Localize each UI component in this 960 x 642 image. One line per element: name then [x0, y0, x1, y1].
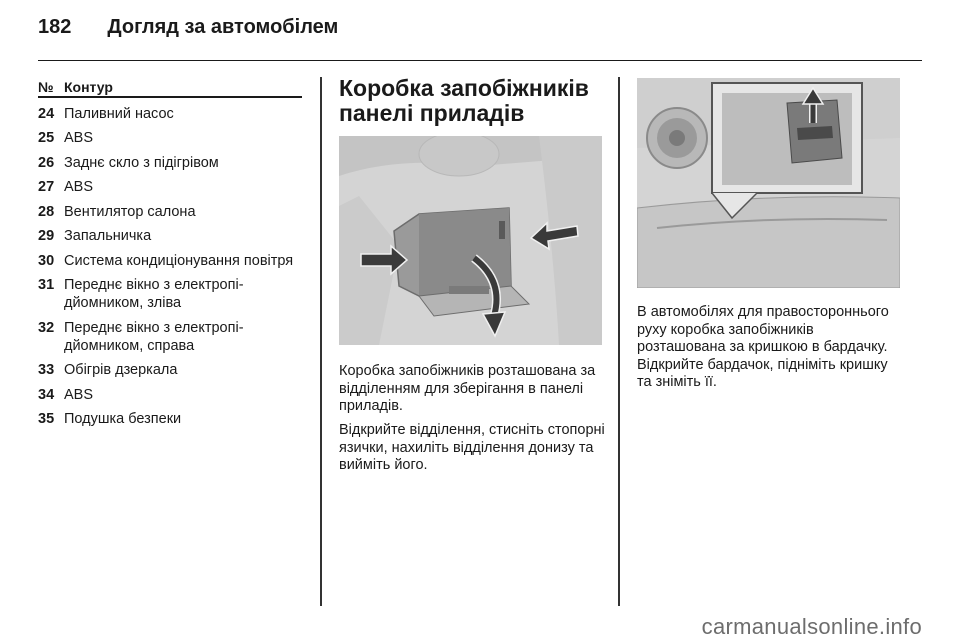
page-number: 182 [38, 16, 72, 38]
fuse-table-row [38, 410, 302, 428]
fuse-circuit: Подушка безпеки [64, 411, 182, 427]
column-divider-2 [618, 77, 620, 606]
fuse-number: 30 [38, 252, 55, 269]
fuse-table-header [38, 80, 302, 98]
fuse-circuit: ABS [64, 130, 94, 146]
fuse-table-row [38, 178, 302, 196]
glovebox-drawing [637, 78, 900, 288]
fuse-circuit: Переднє вікно з електропі-дйомником, зліва [64, 277, 244, 311]
fuse-table-row [38, 386, 302, 404]
section-title: Коробка запобіжників панелі приладів [339, 75, 589, 126]
fuse-number: 33 [38, 362, 55, 378]
fuse-circuit: ABS [64, 179, 94, 195]
fuse-table-row [38, 319, 302, 355]
fuse-number: 34 [38, 386, 55, 403]
page-header [38, 16, 338, 42]
column-divider-1 [320, 77, 322, 606]
glovebox-illustration [637, 78, 900, 288]
fuse-number: 29 [38, 228, 55, 244]
fuse-table-row [38, 203, 302, 221]
fuse-box-drawing [339, 136, 602, 345]
paragraph-right-hand-drive: В автомобілях для правостороннього руху коробка запобіжників розташована за кришкою в бардачку. Відкрийте бардачок, підніміть кришку та зніміть її. [637, 304, 889, 390]
fuse-table [38, 80, 302, 428]
fuse-table-row [38, 105, 302, 123]
fuse-circuit: Запальничка [64, 228, 152, 244]
fuse-table-row [38, 252, 302, 270]
column-header-circuit: Контур [64, 79, 113, 95]
fuse-circuit: Паливний насос [64, 105, 174, 122]
fuse-number: 32 [38, 319, 55, 336]
fuse-number: 24 [38, 105, 55, 122]
fuse-number: 31 [38, 277, 55, 293]
fuse-number: 25 [38, 130, 55, 146]
fuse-table-row [38, 276, 302, 312]
fuse-table-body [38, 105, 302, 429]
fuse-table-row [38, 154, 302, 172]
column-header-number: № [38, 79, 54, 95]
fuse-box-illustration [339, 136, 602, 345]
fuse-table-row [38, 227, 302, 245]
fuse-circuit: ABS [64, 386, 94, 403]
fuse-circuit: Заднє скло з підігрівом [64, 154, 219, 171]
fuse-circuit: Обігрів дзеркала [64, 362, 178, 378]
fuse-number: 28 [38, 203, 55, 220]
header-rule [38, 60, 922, 61]
fuse-table-row [38, 361, 302, 379]
watermark: carmanualsonline.info [701, 614, 922, 639]
page-title: Догляд за автомобілем [107, 16, 339, 38]
fuse-number: 27 [38, 179, 55, 195]
fuse-circuit: Вентилятор салона [64, 203, 196, 220]
fuse-circuit: Система кондиціонування повітря [64, 252, 294, 269]
paragraph-fuse-box-location: Коробка запобіжників розташована за відділенням для зберігання в панелі приладів. [339, 363, 596, 414]
fuse-circuit: Переднє вікно з електропі-дйомником, справа [64, 319, 244, 354]
paragraph-removal-instructions: Відкрийте відділення, стисніть стопорні язички, нахиліть відділення донизу та вийміть його. [339, 422, 605, 473]
fuse-number: 26 [38, 154, 55, 171]
fuse-number: 35 [38, 411, 55, 427]
fuse-table-row [38, 129, 302, 147]
